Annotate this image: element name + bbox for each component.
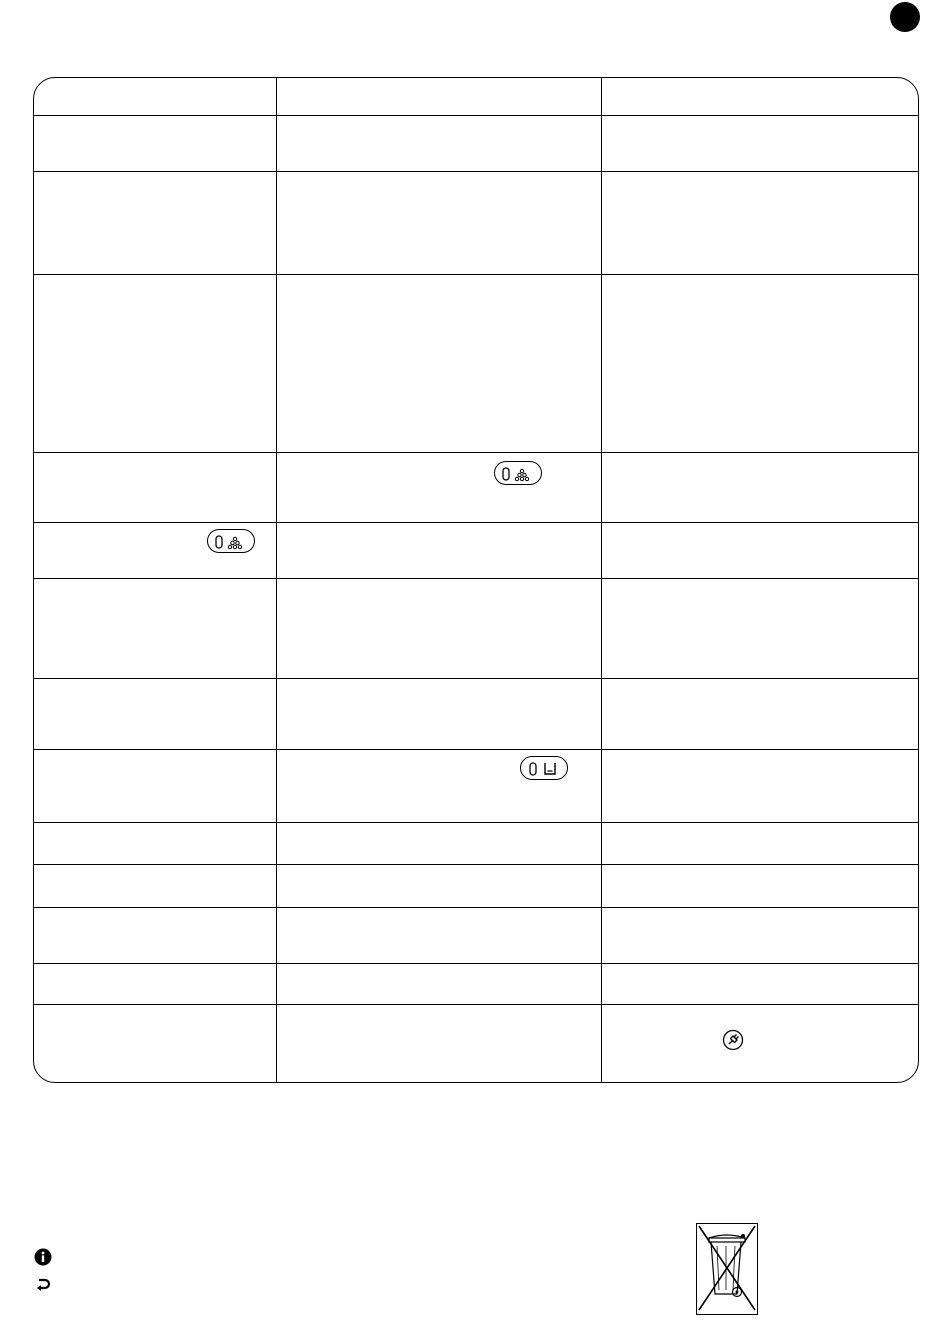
row-divider bbox=[34, 274, 918, 275]
troubleshooting-table bbox=[33, 77, 919, 1083]
row-divider bbox=[34, 578, 918, 579]
row-divider bbox=[34, 678, 918, 679]
row-divider bbox=[34, 963, 918, 964]
row-divider bbox=[34, 522, 918, 523]
coffee-beans-button-icon bbox=[207, 529, 255, 553]
row-divider bbox=[34, 822, 918, 823]
row-divider bbox=[34, 452, 918, 453]
row-divider bbox=[34, 749, 918, 750]
info-icon bbox=[34, 1248, 52, 1266]
row-divider bbox=[34, 864, 918, 865]
curved-arrow-icon bbox=[36, 1276, 54, 1292]
column-divider-1 bbox=[276, 78, 277, 1082]
row-divider bbox=[34, 171, 918, 172]
row-divider bbox=[34, 907, 918, 908]
row-divider bbox=[34, 1004, 918, 1005]
page-marker-dot bbox=[890, 2, 920, 32]
cup-button-icon bbox=[520, 756, 568, 780]
column-divider-2 bbox=[601, 78, 602, 1082]
header-row-divider bbox=[34, 115, 918, 116]
coffee-beans-button-icon bbox=[494, 461, 542, 485]
crossed-out-wheelie-bin-icon bbox=[696, 1223, 758, 1315]
power-plug-icon bbox=[722, 1029, 744, 1051]
